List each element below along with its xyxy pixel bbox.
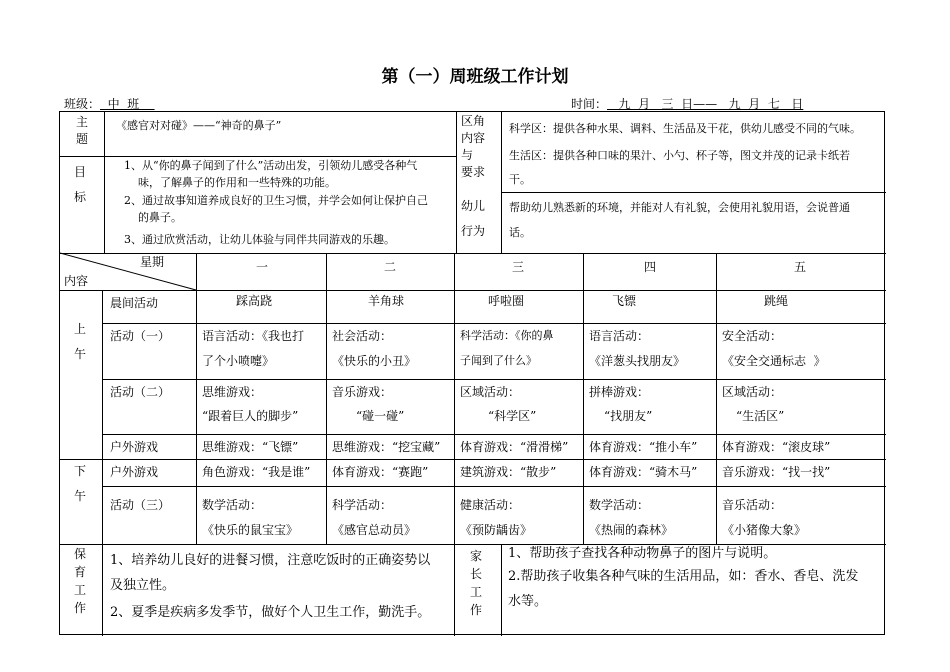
- cell-text: 区域活动：: [460, 385, 521, 399]
- behavior-text-2: 话。: [509, 226, 531, 239]
- grid-line: [501, 192, 886, 193]
- care-text: 1、培养幼儿良好的进餐习惯，注意吃饭时的正确姿势以: [110, 553, 431, 568]
- grid-line: [501, 112, 502, 253]
- cell-text: 体育游戏：“骑木马”: [589, 465, 698, 479]
- time-value: 九 月 三 日—— 九 月 七 日: [607, 97, 804, 111]
- goal-label-2: 标: [74, 190, 87, 204]
- class-value: 中 班: [100, 97, 155, 111]
- class-label: 班级：: [64, 97, 101, 111]
- grid-line: [102, 290, 103, 544]
- row-label: 户外游戏: [110, 440, 159, 454]
- cell-text: 角色游戏：“我是谁”: [202, 465, 311, 479]
- parent-text: 1、帮助孩子查找各种动物鼻子的图片与说明。: [508, 546, 777, 561]
- grid-line: [501, 544, 502, 636]
- cell-text: 体育游戏：“滚皮球”: [722, 440, 831, 454]
- cell-text: 拼棒游戏：: [589, 385, 650, 399]
- parent-label: 作: [470, 603, 483, 617]
- grid-line: [60, 544, 886, 545]
- day-header: 二: [384, 260, 397, 274]
- cell-text: 音乐活动：: [722, 498, 783, 512]
- grid-line: [583, 253, 584, 544]
- cell-text: 思维游戏：“挖宝藏”: [332, 440, 441, 454]
- grid-line: [102, 379, 886, 380]
- theme-text: 《感官对对碰》——“神奇的鼻子”: [116, 119, 282, 132]
- area-label-4: 要求: [461, 165, 486, 179]
- grid-line: [104, 112, 105, 253]
- time-field: [571, 95, 803, 112]
- cell-text: 体育游戏：“滑滑梯”: [460, 440, 569, 454]
- grid-line: [60, 459, 886, 460]
- grid-line: [102, 323, 886, 324]
- cell-text: 《预防龋齿》: [460, 523, 533, 537]
- area-label-2: 内容: [461, 131, 486, 145]
- time-label: 时间：: [571, 97, 608, 111]
- cell-text: 区域活动：: [722, 385, 783, 399]
- document-title: 第（一）周班级工作计划: [381, 67, 569, 87]
- plan-table: [59, 111, 885, 635]
- goal-label-1: 目: [74, 165, 87, 179]
- day-header: 四: [644, 260, 657, 274]
- cell-text: 科学活动：: [332, 498, 393, 512]
- cell-text: 音乐游戏：: [332, 385, 393, 399]
- grid-line: [102, 544, 103, 636]
- goal-2-line-1: 2、通过故事知道养成良好的卫生习惯，并学会如何让保护自己: [124, 194, 428, 207]
- row-label: 户外游戏: [110, 465, 159, 479]
- day-header: 三: [512, 260, 525, 274]
- cell-text: 语言活动：: [589, 329, 650, 343]
- day-header: 一: [256, 260, 269, 274]
- cell-text: 语言活动：《我也打: [202, 329, 305, 343]
- cell-text: 《安全交通标志 》: [722, 354, 826, 368]
- cell-text: “科学区”: [488, 409, 537, 423]
- parent-label: 工: [470, 585, 483, 599]
- goal-1-line-1: 1、从“你的鼻子闻到了什么”活动出发，引领幼儿感受各种气: [124, 159, 418, 172]
- cell-text: 了个小喷嚏》: [202, 354, 275, 368]
- grid-line: [456, 112, 457, 253]
- cell-text: 《热闹的森林》: [589, 523, 674, 537]
- parent-text: 2.帮助孩子收集各种气味的生活用品，如：香水、香皂、洗发: [508, 569, 859, 584]
- cell-text: 科学活动：《你的鼻: [460, 329, 554, 342]
- cell-text: 《洋葱头找朋友》: [589, 354, 686, 368]
- morning-label-2: 午: [74, 347, 87, 361]
- cell-text: 飞镖: [612, 294, 637, 308]
- goal-2-line-2: 的鼻子。: [138, 211, 182, 224]
- cell-text: 思维游戏：: [202, 385, 263, 399]
- grid-line: [60, 290, 886, 291]
- cell-text: “找朋友”: [604, 409, 653, 423]
- grid-line: [454, 253, 455, 636]
- cell-text: 踩高跷: [236, 294, 273, 308]
- corner-content: 内容: [64, 274, 89, 288]
- cell-text: 数学活动：: [589, 498, 650, 512]
- cell-text: 《感官总动员》: [332, 523, 417, 537]
- cell-text: 体育游戏：“赛跑”: [332, 465, 429, 479]
- behavior-label-2: 行为: [461, 224, 486, 238]
- grid-line: [102, 434, 886, 435]
- cell-text: 健康活动：: [460, 498, 521, 512]
- care-label: 工: [74, 583, 87, 597]
- cell-text: 呼啦圈: [488, 294, 525, 308]
- row-label: 活动（三）: [110, 498, 171, 512]
- area-label-3: 与: [461, 148, 474, 162]
- cell-text: 跳绳: [764, 294, 789, 308]
- grid-line: [60, 156, 456, 157]
- cell-text: 羊角球: [368, 294, 405, 308]
- afternoon-label-2: 午: [74, 489, 87, 503]
- afternoon-label-1: 下: [74, 464, 87, 478]
- cell-text: 数学活动：: [202, 498, 263, 512]
- parent-text: 水等。: [508, 594, 548, 609]
- grid-line: [196, 253, 197, 544]
- row-label: 活动（二）: [110, 385, 171, 399]
- care-text: 及独立性。: [110, 578, 176, 593]
- area-life-text-2: 干。: [509, 173, 531, 186]
- care-text: 2、夏季是疾病多发季节，做好个人卫生工作，勤洗手。: [110, 605, 431, 620]
- care-label: 保: [74, 547, 87, 561]
- behavior-label-1: 幼儿: [461, 199, 486, 213]
- cell-text: “跟着巨人的脚步”: [202, 409, 299, 423]
- cell-text: 子闻到了什么》: [460, 354, 537, 367]
- cell-text: 思维游戏：“飞镖”: [202, 440, 299, 454]
- care-label: 作: [74, 601, 87, 615]
- cell-text: “碰一碰”: [356, 409, 405, 423]
- morning-label-1: 上: [74, 322, 87, 336]
- row-label: 晨间活动: [110, 296, 159, 310]
- grid-line: [326, 253, 327, 544]
- area-science-text: 科学区：提供各种水果、调料、生活品及干花，供幼儿感受不同的气味。: [509, 122, 861, 135]
- grid-line: [102, 486, 886, 487]
- cell-text: 体育游戏：“推小车”: [589, 440, 698, 454]
- theme-label-2: 题: [76, 132, 89, 146]
- care-label: 育: [74, 565, 87, 579]
- cell-text: 安全活动：: [722, 329, 783, 343]
- cell-text: 社会活动：: [332, 329, 393, 343]
- area-label-1: 区角: [461, 114, 486, 128]
- cell-text: 建筑游戏：“散步”: [460, 465, 557, 479]
- parent-label: 长: [470, 567, 483, 581]
- goal-1-line-2: 味，了解鼻子的作用和一些特殊的功能。: [138, 176, 336, 189]
- parent-label: 家: [470, 549, 483, 563]
- class-field: [64, 95, 155, 112]
- behavior-text-1: 帮助幼儿熟悉新的环境，并能对人有礼貌，会使用礼貌用语，会说普通: [509, 201, 850, 214]
- corner-week: 星期: [140, 255, 165, 269]
- day-header: 五: [794, 260, 807, 274]
- theme-label-1: 主: [76, 115, 89, 129]
- cell-text: “生活区”: [736, 409, 785, 423]
- row-label: 活动（一）: [110, 329, 171, 343]
- cell-text: 《小猪像大象》: [722, 523, 807, 537]
- goal-3: 3、通过欣赏活动，让幼儿体验与同伴共同游戏的乐趣。: [124, 233, 395, 246]
- cell-text: 《快乐的鼠宝宝》: [202, 523, 299, 537]
- cell-text: 《快乐的小丑》: [332, 354, 417, 368]
- grid-line: [716, 253, 717, 544]
- cell-text: 音乐游戏：“找一找”: [722, 465, 831, 479]
- area-life-text-1: 生活区：提供各种口味的果汁、小勺、杯子等，图文并茂的记录卡纸若: [509, 149, 850, 162]
